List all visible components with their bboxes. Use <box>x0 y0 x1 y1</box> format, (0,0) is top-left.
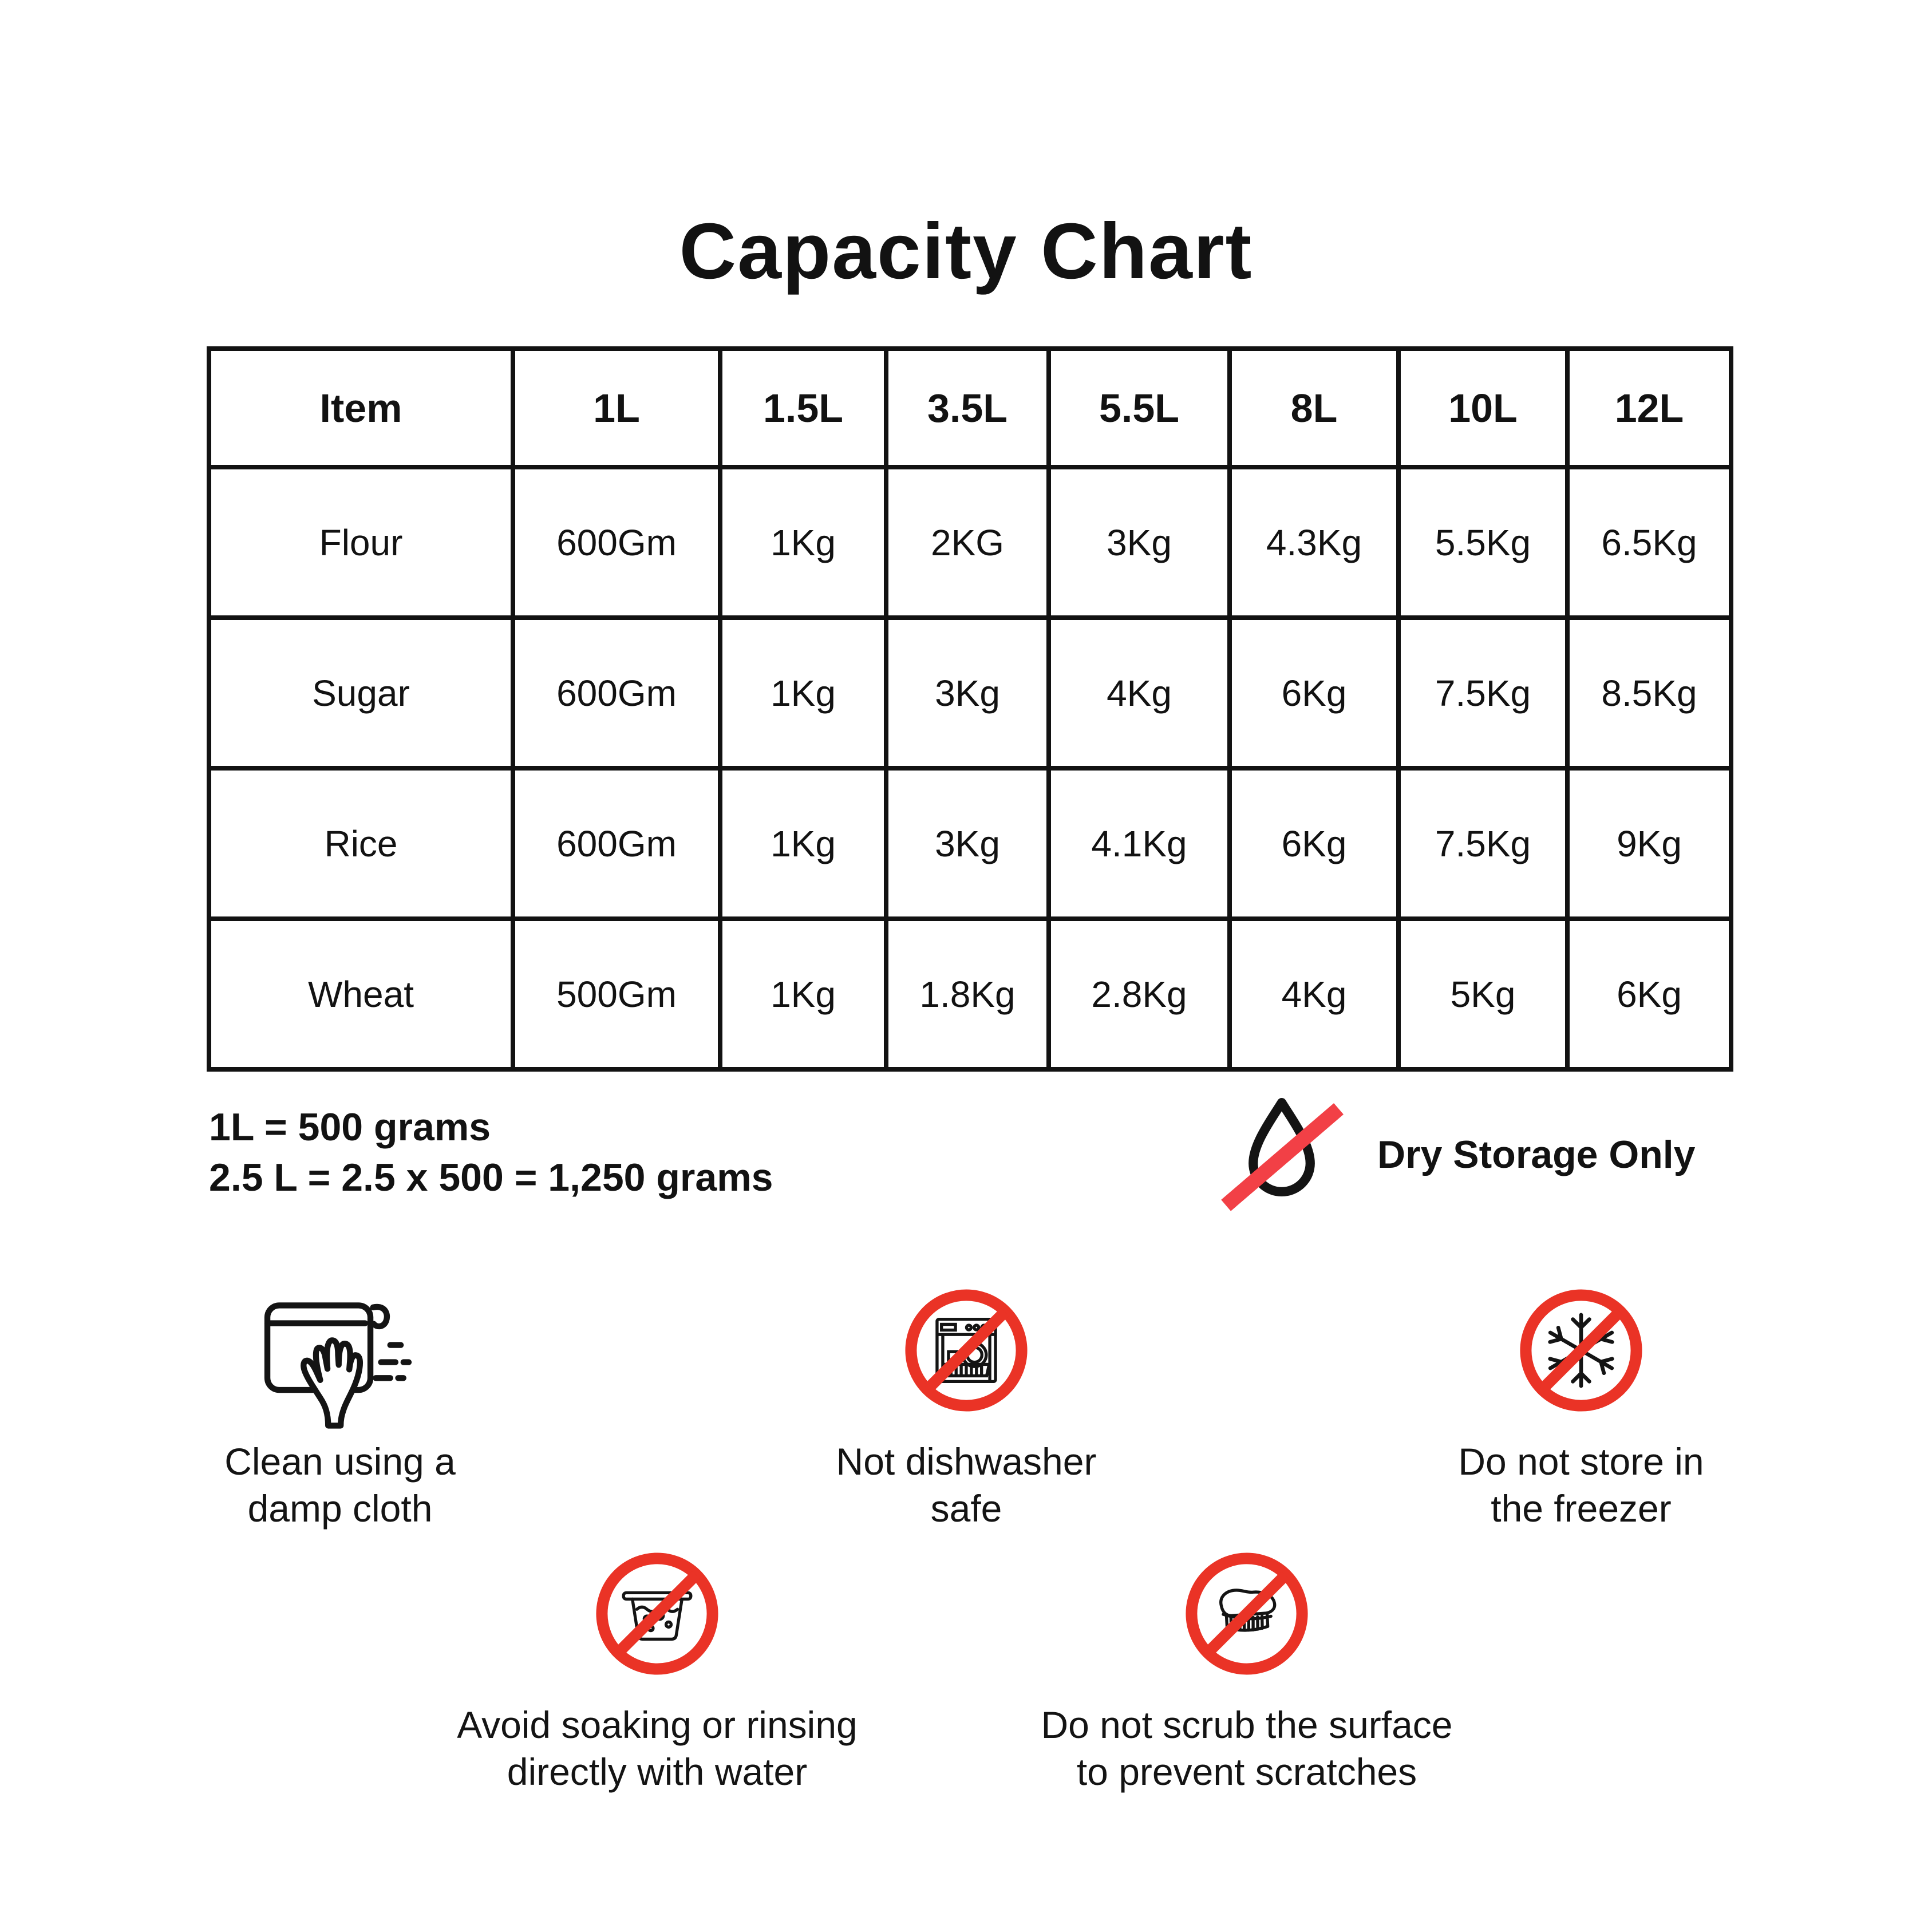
table-row-flour <box>209 467 1731 618</box>
column-header-1l: 1L <box>513 349 720 467</box>
conversion-note-line-1: 1L = 500 grams <box>209 1105 491 1149</box>
care-caption-line: Not dishwasher <box>836 1440 1097 1483</box>
no-soaking-water-basin-icon <box>594 1550 721 1677</box>
item-cell: Rice <box>209 768 513 919</box>
column-header-10l: 10L <box>1398 349 1567 467</box>
capacity-cell: 600Gm <box>513 467 720 618</box>
capacity-table <box>207 346 1733 1072</box>
dry-storage-note <box>1214 1086 1696 1223</box>
care-caption-line: Do not scrub the surface <box>1041 1704 1453 1746</box>
table-row-sugar <box>209 618 1731 768</box>
capacity-cell: 600Gm <box>513 618 720 768</box>
conversion-note-line-2: 2.5 L = 2.5 x 500 = 1,250 grams <box>209 1156 773 1199</box>
capacity-cell: 7.5Kg <box>1398 768 1567 919</box>
care-caption-line: safe <box>930 1487 1002 1530</box>
capacity-cell: 1.8Kg <box>886 919 1049 1069</box>
item-cell: Wheat <box>209 919 513 1069</box>
no-freezer-snowflake-icon <box>1518 1287 1645 1414</box>
capacity-cell: 1Kg <box>720 467 886 618</box>
column-header-1-5l: 1.5L <box>720 349 886 467</box>
capacity-cell: 3Kg <box>886 618 1049 768</box>
care-caption-line: directly with water <box>507 1751 808 1793</box>
care-caption-line: Do not store in <box>1458 1440 1704 1483</box>
table-row-wheat <box>209 919 1731 1069</box>
capacity-cell: 4Kg <box>1230 919 1398 1069</box>
column-header-item: Item <box>209 349 513 467</box>
header-row <box>209 349 1731 467</box>
table-row-rice <box>209 768 1731 919</box>
capacity-cell: 2.8Kg <box>1049 919 1230 1069</box>
capacity-cell: 500Gm <box>513 919 720 1069</box>
capacity-cell: 5Kg <box>1398 919 1567 1069</box>
care-caption-line: Avoid soaking or rinsing <box>457 1704 858 1746</box>
care-caption-line: damp cloth <box>247 1487 433 1530</box>
care-item-no-soaking <box>371 1550 943 1795</box>
care-item-damp-cloth <box>54 1287 626 1532</box>
capacity-cell: 9Kg <box>1567 768 1731 919</box>
page-title: Capacity Chart <box>679 207 1253 295</box>
capacity-cell: 1Kg <box>720 768 886 919</box>
capacity-cell: 1Kg <box>720 618 886 768</box>
no-dishwasher-icon <box>903 1287 1030 1414</box>
capacity-cell: 2KG <box>886 467 1049 618</box>
item-cell: Flour <box>209 467 513 618</box>
capacity-cell: 6.5Kg <box>1567 467 1731 618</box>
capacity-cell: 5.5Kg <box>1398 467 1567 618</box>
capacity-cell: 6Kg <box>1230 768 1398 919</box>
no-water-droplet-icon <box>1214 1086 1350 1223</box>
damp-cloth-wipe-icon <box>254 1287 426 1432</box>
care-caption-line: the freezer <box>1491 1487 1672 1530</box>
capacity-cell: 1Kg <box>720 919 886 1069</box>
capacity-cell: 6Kg <box>1230 618 1398 768</box>
capacity-cell: 4.1Kg <box>1049 768 1230 919</box>
conversion-notes <box>209 1102 773 1203</box>
dry-storage-label: Dry Storage Only <box>1377 1133 1696 1176</box>
capacity-cell: 8.5Kg <box>1567 618 1731 768</box>
care-item-not-dishwasher-safe <box>680 1287 1253 1532</box>
capacity-cell: 4.3Kg <box>1230 467 1398 618</box>
capacity-cell: 7.5Kg <box>1398 618 1567 768</box>
care-item-no-freezer <box>1295 1287 1867 1532</box>
care-caption-line: Clean using a <box>224 1440 456 1483</box>
capacity-cell: 4Kg <box>1049 618 1230 768</box>
capacity-cell: 600Gm <box>513 768 720 919</box>
care-item-no-scrubbing <box>961 1550 1533 1795</box>
no-scrub-brush-icon <box>1183 1550 1310 1677</box>
care-caption-line: to prevent scratches <box>1076 1751 1417 1793</box>
column-header-12l: 12L <box>1567 349 1731 467</box>
column-header-3-5l: 3.5L <box>886 349 1049 467</box>
capacity-cell: 6Kg <box>1567 919 1731 1069</box>
capacity-cell: 3Kg <box>886 768 1049 919</box>
item-cell: Sugar <box>209 618 513 768</box>
capacity-cell: 3Kg <box>1049 467 1230 618</box>
column-header-8l: 8L <box>1230 349 1398 467</box>
column-header-5-5l: 5.5L <box>1049 349 1230 467</box>
